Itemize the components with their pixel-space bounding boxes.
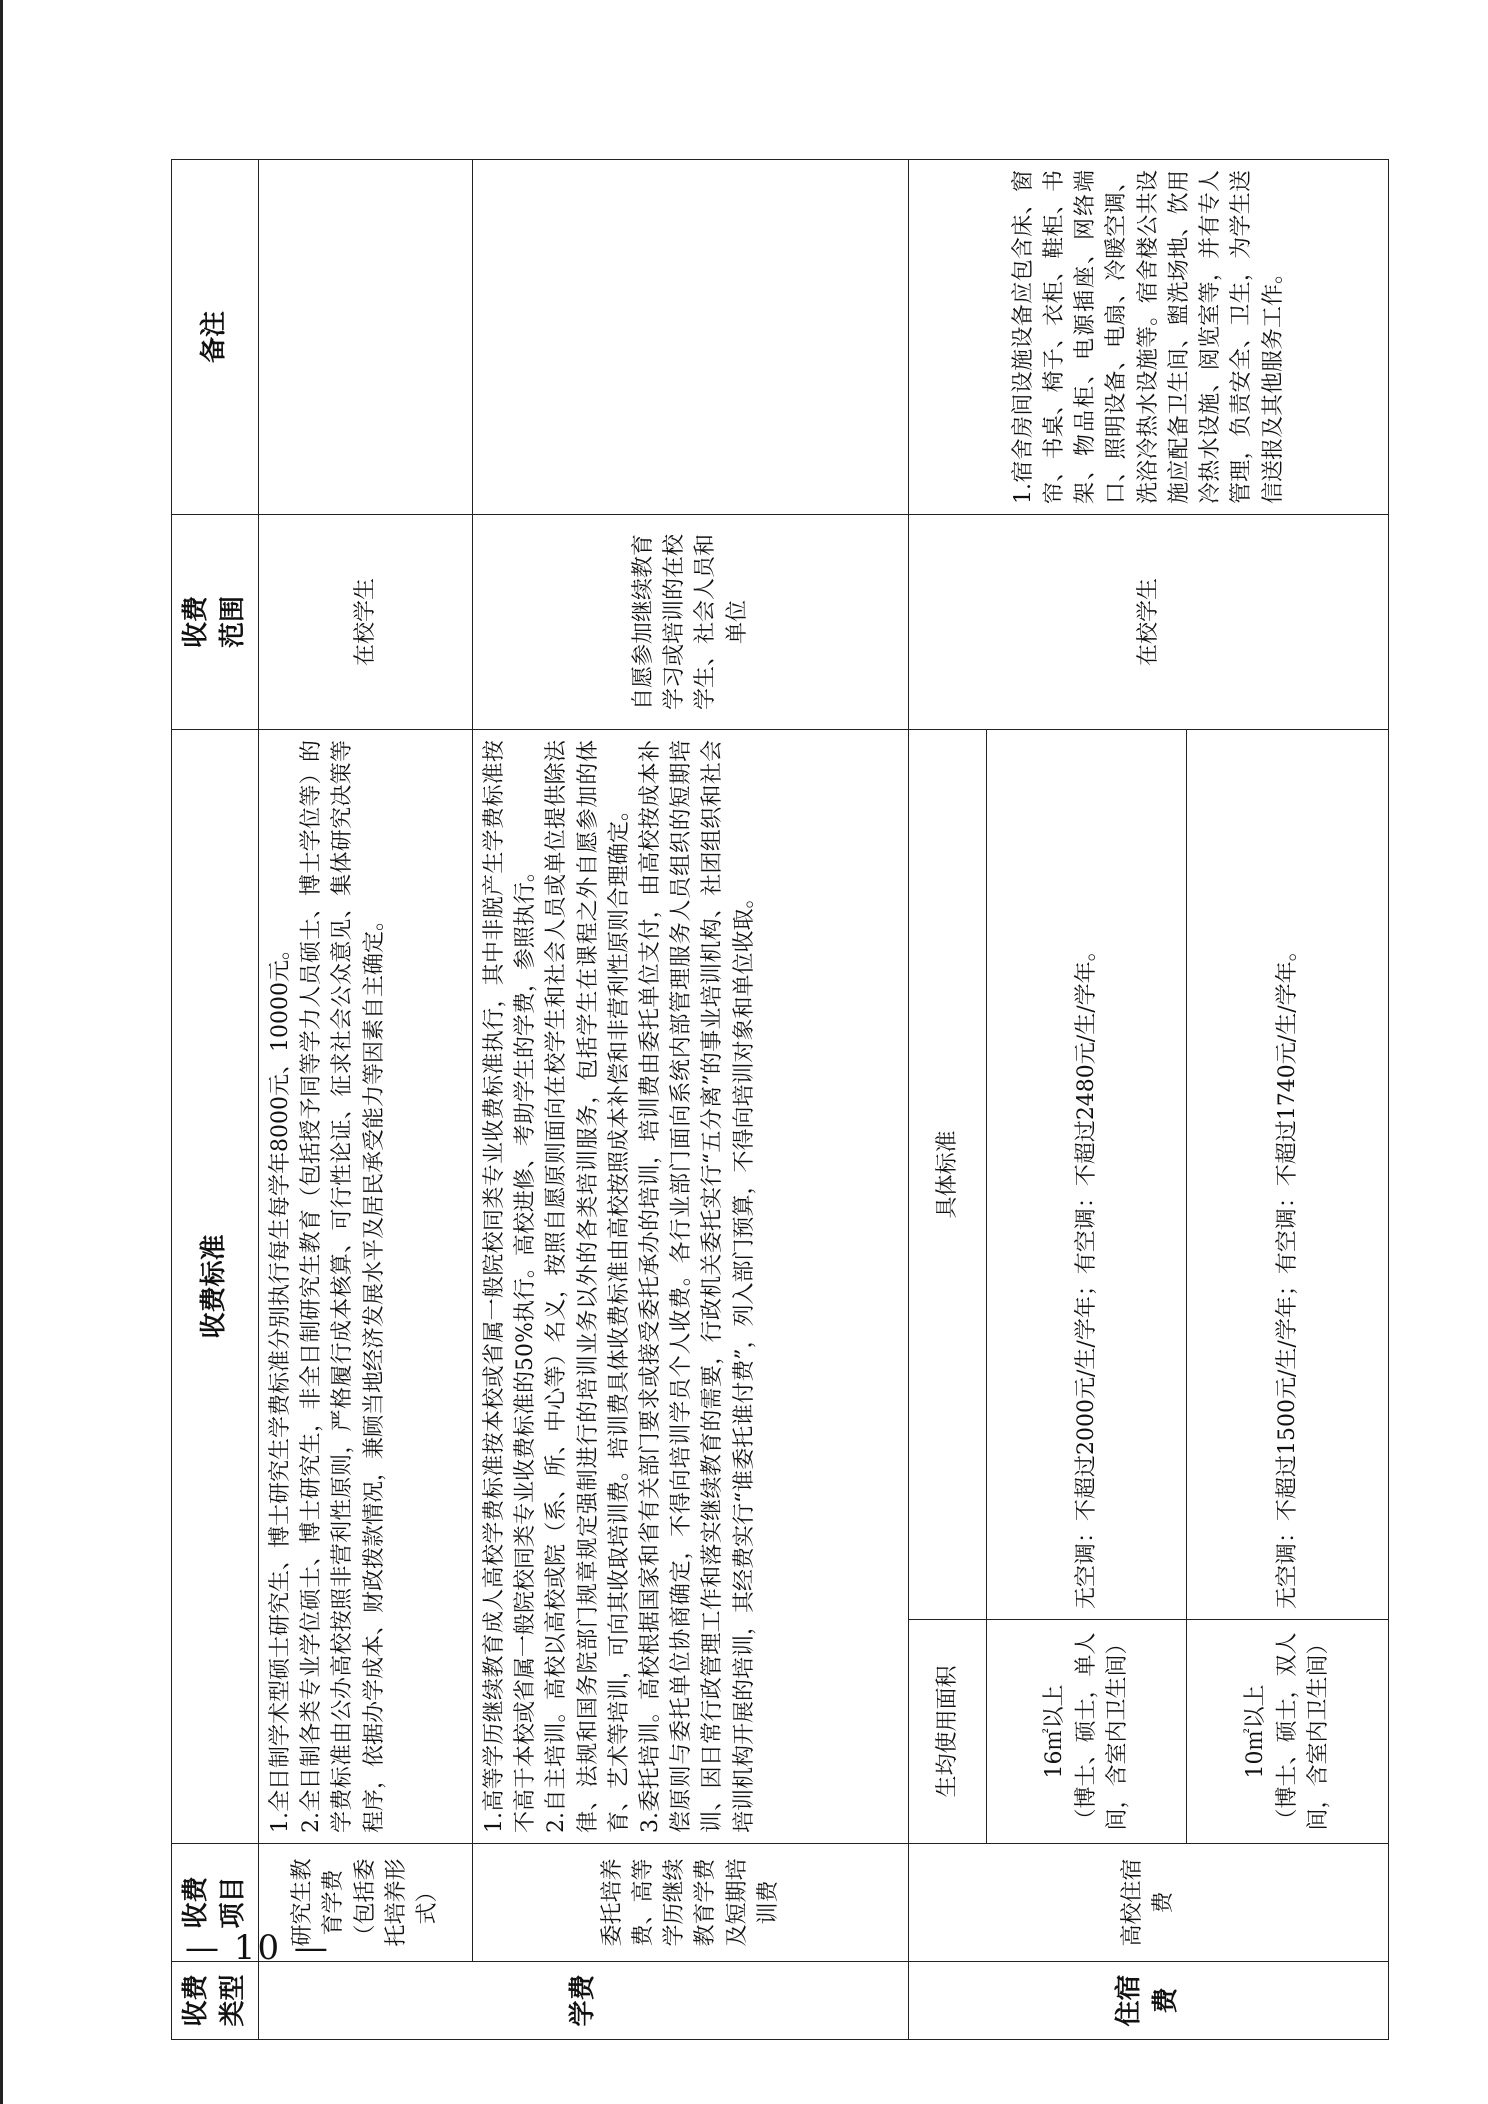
dorm-area-row1-note: （博士、硕士，单人间，含室内卫生间） bbox=[1073, 1632, 1130, 1831]
header-standard: 收费标准 bbox=[172, 729, 259, 1843]
scope-dorm: 在校学生 bbox=[908, 514, 1388, 729]
header-note: 备注 bbox=[172, 159, 259, 514]
page-number: — 10 — bbox=[185, 1928, 330, 1968]
standard-grad-tuition bbox=[258, 729, 472, 1843]
left-edge-line bbox=[0, 0, 3, 2104]
note-training bbox=[472, 159, 908, 514]
type-xuefei: 学费 bbox=[258, 1962, 908, 2040]
dorm-area-row2 bbox=[1186, 1620, 1388, 1844]
dorm-area-row1 bbox=[986, 1620, 1186, 1844]
standard-grad-p2: 2.全日制各类专业学位硕士、博士研究生，非全日制研究生教育（包括授予同等学力人员硕士、博士学位等）的学费标准由公办高校按照非营利性原则，严格履行成本核算、可行性论证、征求社会公众意见、集体研究决策等程序，依据办学成本、财政拨款情况，兼顾当地经济发展水平及居民承受能力等因素自主确定。 bbox=[299, 739, 387, 1833]
scope-training: 自愿参加继续教育学习或培训的在校学生、社会人员和单位 bbox=[472, 514, 908, 729]
standard-grad-p1: 1.全日制学术型硕士研究生、博士研究生学费标准分别执行每生每学年8000元、10000元。 bbox=[267, 938, 293, 1833]
header-item: 收费 项目 bbox=[172, 1844, 259, 1962]
dorm-area-row2-size: 10㎡以上 bbox=[1243, 1684, 1269, 1779]
standard-training-p2: 2.自主培训。高校以高校或院（系、所、中心等）名义，按照自愿原则面向在校学生和社会人员或单位提供除法律、法规和国务院部门规章规定强制进行的培训业务以外的各类培训服务，包括学生在课程之外自愿参加的体育、艺术等培训，可向其收取培训费。培训费具体收费标准由高校按照成本补偿和非营利性原则合理确定。 bbox=[544, 739, 632, 1833]
item-dorm-fee: 高校住宿费 bbox=[908, 1844, 1388, 1962]
standard-training-p1: 1.高等学历继续教育成人高校学费标准按本校或省属一般院校同类专业收费标准执行，其中非脱产生学费标准按不高于本校或省属一般院校同类专业收费标准的50%执行。高校进修、考助学生的学费，参照执行。 bbox=[481, 739, 539, 1833]
standard-training bbox=[472, 729, 908, 1843]
header-specific-standard: 具体标准 bbox=[908, 729, 986, 1619]
scope-grad: 在校学生 bbox=[258, 514, 472, 729]
item-grad-tuition: 研究生教育学费（包括委托培养形式） bbox=[258, 1844, 472, 1962]
standard-training-p3: 3.委托培训。高校根据国家和省有关部门要求或接受委托承办的培训，培训费由委托单位支付，由高校按成本补偿原则与委托单位协商确定，不得向培训学员个人收费。各行业部门面向系统内部管理服务人员组织的短期培训、因日常行政管理工作和落实继续教育的需要，行政机关委托实行“五分离”的事业培训机构、社团组织和社会培训机构开展的培训，其经费实行“谁委托谁付费”，列入部门预算，不得向培训对象和单位收取。 bbox=[637, 739, 757, 1833]
dorm-area-row1-size: 16㎡以上 bbox=[1042, 1684, 1068, 1779]
dorm-std-row2: 无空调：不超过1500元/生/学年；有空调：不超过1740元/生/学年。 bbox=[1186, 729, 1388, 1619]
item-training-fee: 委托培养费、高等学历继续教育学费及短期培训费 bbox=[472, 1844, 908, 1962]
header-area: 生均使用面积 bbox=[908, 1620, 986, 1844]
header-type: 收费 类型 bbox=[172, 1962, 259, 2040]
note-dorm: 1.宿舍房间设施设备应包含床、窗帘、书桌、椅子、衣柜、鞋柜、书架、物品柜、电源插座、网络端口、照明设备、电扇、冷暖空调、洗浴冷热水设施等。宿舍楼公共设施应配备卫生间、盥洗场地、饮用冷热水设施、阅览室等，并有专人管理，负责安全、卫生，为学生送信送报及其他服务工作。 bbox=[908, 159, 1388, 514]
type-zhusu: 住宿费 bbox=[908, 1962, 1388, 2040]
note-grad bbox=[258, 159, 472, 514]
dorm-std-row1: 无空调：不超过2000元/生/学年；有空调：不超过2480元/生/学年。 bbox=[986, 729, 1186, 1619]
header-scope: 收费 范围 bbox=[172, 514, 259, 729]
fee-table-rotated bbox=[171, 160, 1385, 2040]
fee-table bbox=[171, 159, 1389, 2040]
dorm-area-row2-note: （博士、硕士，双人间，含室内卫生间） bbox=[1274, 1632, 1331, 1831]
